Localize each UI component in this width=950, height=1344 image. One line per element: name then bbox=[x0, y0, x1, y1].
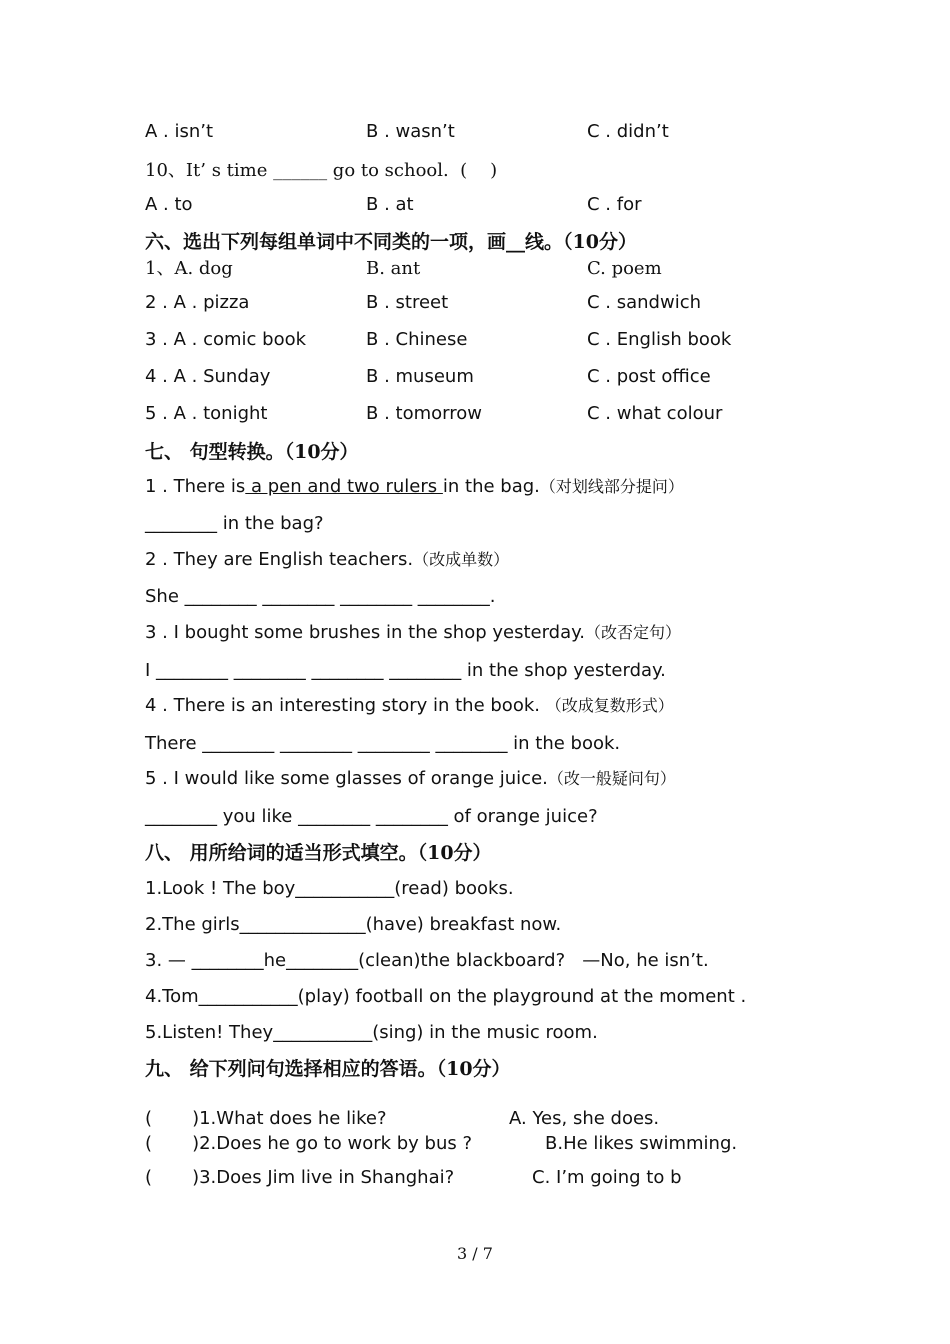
option-b: B . tomorrow bbox=[366, 403, 482, 424]
q3-sentence: 3 . I bought some brushes in the shop yesterday. bbox=[145, 622, 585, 643]
option-a: 3 . A . comic book bbox=[145, 329, 307, 350]
question: ( )1.What does he like? bbox=[145, 1108, 387, 1129]
option-b: B. ant bbox=[366, 258, 421, 279]
section7-q2 bbox=[145, 549, 509, 571]
section7-q3 bbox=[145, 622, 681, 644]
q1-instruction: （对划线部分提问） bbox=[539, 477, 684, 496]
page-number: 3 / 7 bbox=[457, 1244, 493, 1263]
answer: A. Yes, she does. bbox=[509, 1108, 660, 1129]
option-c: C . what colour bbox=[587, 403, 723, 424]
q2-instruction: （改成单数） bbox=[413, 550, 510, 569]
answer: C. I’m going to b bbox=[532, 1167, 682, 1188]
section7-q1 bbox=[145, 476, 684, 498]
option-a: A . isn’t bbox=[145, 121, 214, 142]
option-b: B . Chinese bbox=[366, 329, 468, 350]
section8-item: 4.Tom___________(play) football on the playground at the moment . bbox=[145, 986, 747, 1007]
option-b: B . museum bbox=[366, 366, 474, 387]
section8-item: 3. — ________he________(clean)the blackboard? —No, he isn’t. bbox=[145, 950, 709, 971]
option-c: C . English book bbox=[587, 329, 732, 350]
q2-sentence: 2 . They are English teachers. bbox=[145, 549, 414, 570]
q1-suffix: in the bag. bbox=[442, 476, 540, 497]
section6-title: 六、选出下列每组单词中不同类的一项，画__线。（10分） bbox=[145, 231, 637, 253]
section8-item: 2.The girls______________(have) breakfast now. bbox=[145, 914, 562, 935]
section7-q5-answer: ________ you like ________ ________ of orange juice? bbox=[145, 806, 598, 827]
q1-prefix: 1 . There is bbox=[145, 476, 246, 497]
option-a: A . to bbox=[145, 194, 193, 215]
option-a: 5 . A . tonight bbox=[145, 403, 268, 424]
q1-underlined-phrase: a pen and two rulers bbox=[245, 476, 443, 497]
question: ( )3.Does Jim live in Shanghai? bbox=[145, 1167, 455, 1188]
option-a: 4 . A . Sunday bbox=[145, 366, 271, 387]
option-b: B . at bbox=[366, 194, 414, 215]
q5-sentence: 5 . I would like some glasses of orange juice. bbox=[145, 768, 548, 789]
section7-q4 bbox=[145, 695, 674, 717]
section7-title: 七、 句型转换。（10分） bbox=[145, 441, 359, 463]
option-c: C . post office bbox=[587, 366, 711, 387]
section7-q4-answer: There ________ ________ ________ ________ in the book. bbox=[145, 733, 621, 754]
q5-instruction: （改一般疑问句） bbox=[547, 769, 676, 788]
option-b: B . street bbox=[366, 292, 449, 313]
answer: B.He likes swimming. bbox=[545, 1133, 738, 1154]
section8-title: 八、 用所给词的适当形式填空。（10分） bbox=[145, 842, 492, 864]
section7-q3-answer: I ________ ________ ________ ________ in the shop yesterday. bbox=[145, 660, 666, 681]
option-a: 2 . A . pizza bbox=[145, 292, 250, 313]
q10-stem: 10、It’ s time ______ go to school. ( ) bbox=[145, 160, 498, 181]
option-c: C . sandwich bbox=[587, 292, 702, 313]
option-a: 1、A. dog bbox=[145, 258, 233, 279]
option-c: C . didn’t bbox=[587, 121, 669, 142]
q4-sentence: 4 . There is an interesting story in the book. bbox=[145, 695, 546, 716]
section7-q2-answer: She ________ ________ ________ ________. bbox=[145, 586, 496, 607]
option-b: B . wasn’t bbox=[366, 121, 455, 142]
q4-instruction: （改成复数形式） bbox=[545, 696, 674, 715]
q3-instruction: （改否定句） bbox=[584, 623, 681, 642]
section8-item: 5.Listen! They___________(sing) in the music room. bbox=[145, 1022, 598, 1043]
section9-title: 九、 给下列问句选择相应的答语。（10分） bbox=[145, 1058, 511, 1080]
option-c: C. poem bbox=[587, 258, 662, 279]
section7-q1-answer: ________ in the bag? bbox=[145, 513, 324, 534]
question: ( )2.Does he go to work by bus ? bbox=[145, 1133, 473, 1154]
section7-q5 bbox=[145, 768, 676, 790]
section8-item: 1.Look ! The boy___________(read) books. bbox=[145, 878, 514, 899]
option-c: C . for bbox=[587, 194, 642, 215]
